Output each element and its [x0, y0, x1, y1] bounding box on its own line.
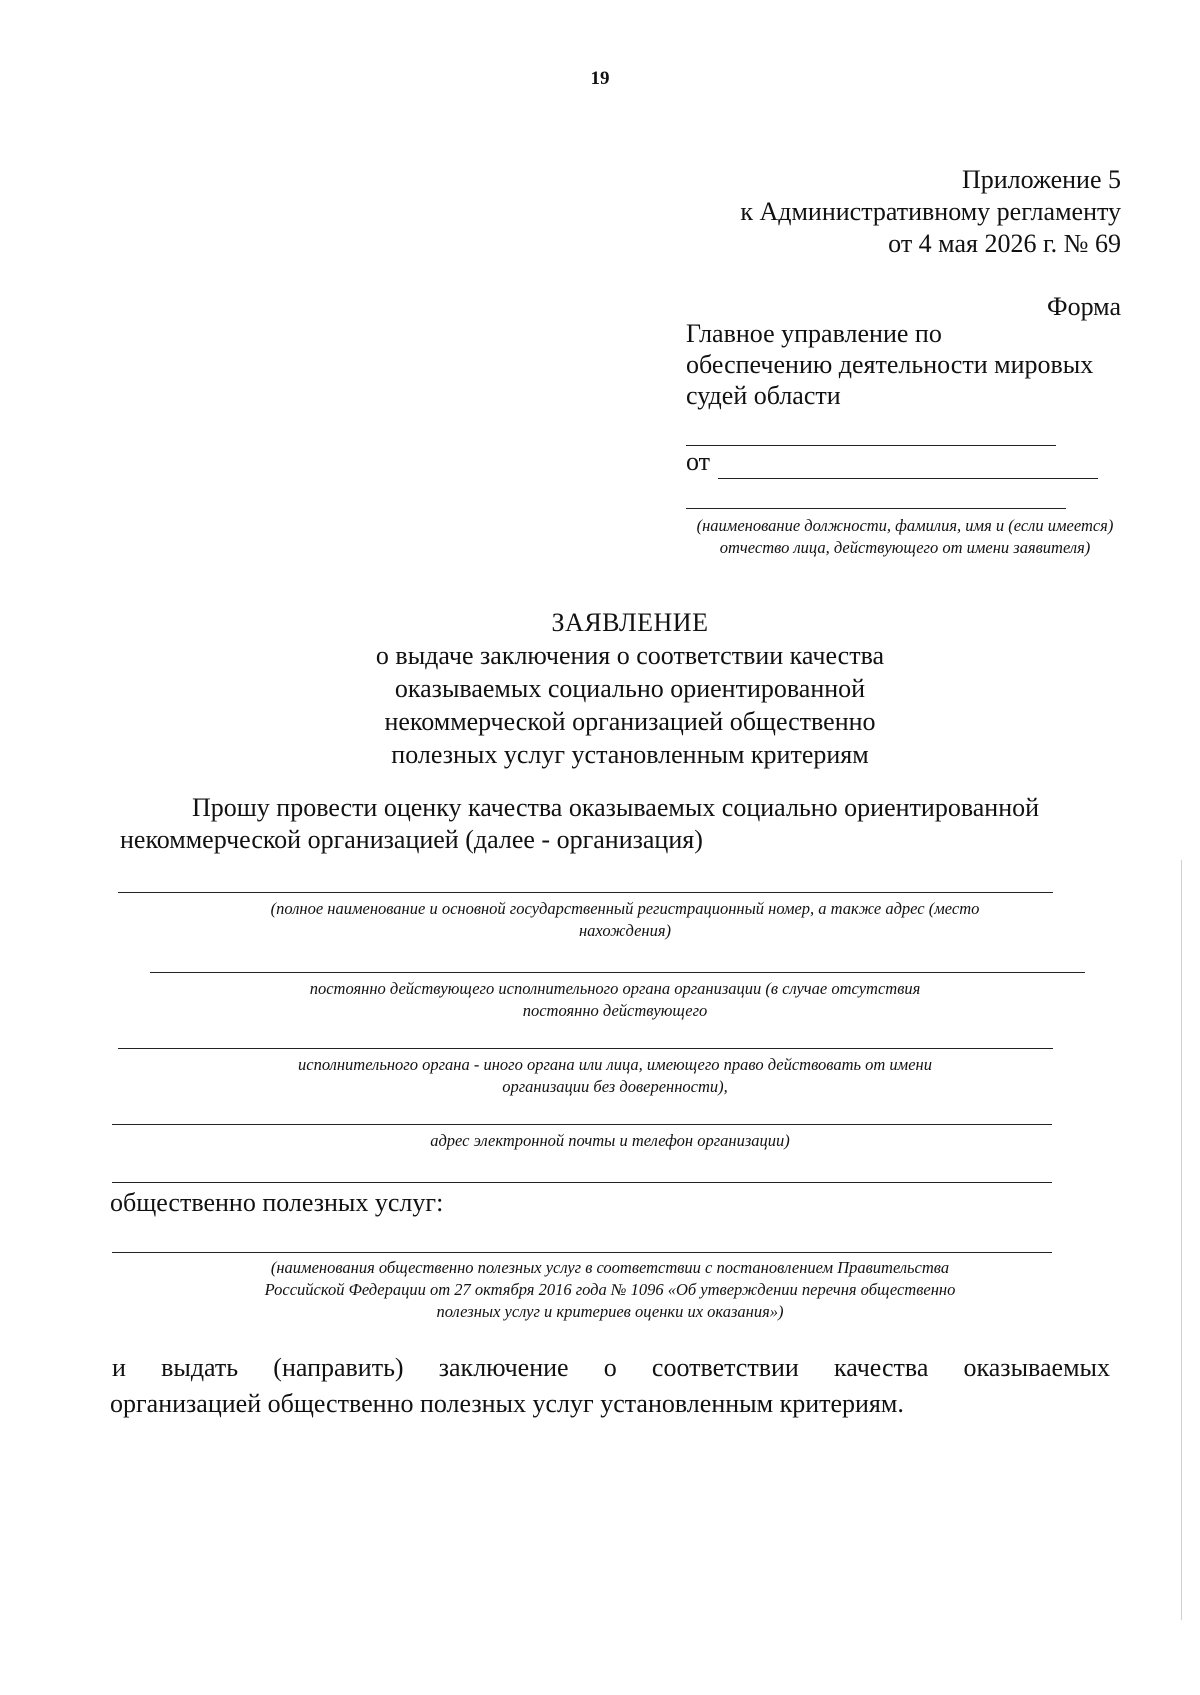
- contacts-note: адрес электронной почты и телефон организации): [430, 1131, 790, 1150]
- final-word: о: [603, 1353, 617, 1382]
- scan-edge-line: [1181, 860, 1182, 1620]
- services-blank-line[interactable]: [112, 1252, 1052, 1253]
- recipient-block: [686, 318, 1136, 411]
- services-note: (наименования общественно полезных услуг в соответствии с постановлением Правительства Российской Федерации от 27 октября 2016 года № 1096 «Об утверждении перечня общественно полезных услуг и критериев оценки их оказания»): [264, 1258, 956, 1321]
- from-label: от: [686, 447, 711, 476]
- exec-body-note: постоянно действующего исполнительного органа организации (в случае отсутствия постоянно действующего: [309, 979, 921, 1020]
- final-word: (направить): [273, 1353, 404, 1382]
- recipient-org-line-2: обеспечению деятельности мировых: [686, 350, 1094, 379]
- document-title: ЗАЯВЛЕНИЕ: [551, 608, 709, 637]
- appendix-line-3: от 4 мая 2026 г. № 69: [888, 229, 1121, 258]
- subtitle-line-2: оказываемых социально ориентированной: [394, 674, 866, 703]
- final-word: соответствии: [651, 1353, 799, 1382]
- document-subtitle: [0, 639, 1200, 771]
- request-line-2: некоммерческой организацией (далее - организация): [120, 825, 703, 854]
- appendix-line-1: Приложение 5: [961, 165, 1121, 194]
- final-word: заключение: [438, 1353, 569, 1382]
- applicant-note: (наименование должности, фамилия, имя и (если имеется) отчество лица, действующего от имени заявителя): [696, 516, 1114, 557]
- appendix-line-2: к Административному регламенту: [740, 197, 1121, 226]
- exec-body-blank-line[interactable]: [150, 972, 1085, 973]
- from-blank-line[interactable]: [718, 478, 1098, 479]
- form-label: Форма: [1047, 292, 1121, 321]
- subtitle-line-3: некоммерческой организацией общественно: [384, 707, 876, 736]
- final-paragraph-line-1: [112, 1352, 1110, 1384]
- subtitle-line-4: полезных услуг установленным критериям: [391, 740, 869, 769]
- subtitle-line-1: о выдаче заключения о соответствии качества: [375, 641, 885, 670]
- final-paragraph-line-2: организацией общественно полезных услуг установленным критериям.: [110, 1389, 904, 1418]
- org-name-note: (полное наименование и основной государственный регистрационный номер, а также адрес (место нахождения): [270, 899, 980, 940]
- contacts-blank-line[interactable]: [112, 1124, 1052, 1125]
- extra-blank-line[interactable]: [112, 1182, 1052, 1183]
- recipient-org-line-1: Главное управление по: [686, 319, 942, 348]
- other-body-blank-line[interactable]: [118, 1048, 1053, 1049]
- final-word: выдать: [161, 1353, 239, 1382]
- applicant-blank-line[interactable]: [686, 508, 1066, 509]
- other-body-note: исполнительного органа - иного органа или лица, имеющего право действовать от имени организации без доверенности),: [298, 1055, 932, 1096]
- final-word: и: [112, 1353, 126, 1382]
- final-word: оказываемых: [963, 1353, 1110, 1382]
- scan-artifact-top: [770, 0, 970, 6]
- final-word: качества: [833, 1353, 929, 1382]
- recipient-org-line-3: судей области: [686, 381, 841, 410]
- org-name-blank-line[interactable]: [118, 892, 1053, 893]
- request-line-1: Прошу провести оценку качества оказываемых социально ориентированной: [192, 793, 1040, 822]
- services-label: общественно полезных услуг:: [110, 1188, 444, 1217]
- recipient-blank-line[interactable]: [686, 445, 1056, 446]
- page-number: 19: [590, 68, 610, 89]
